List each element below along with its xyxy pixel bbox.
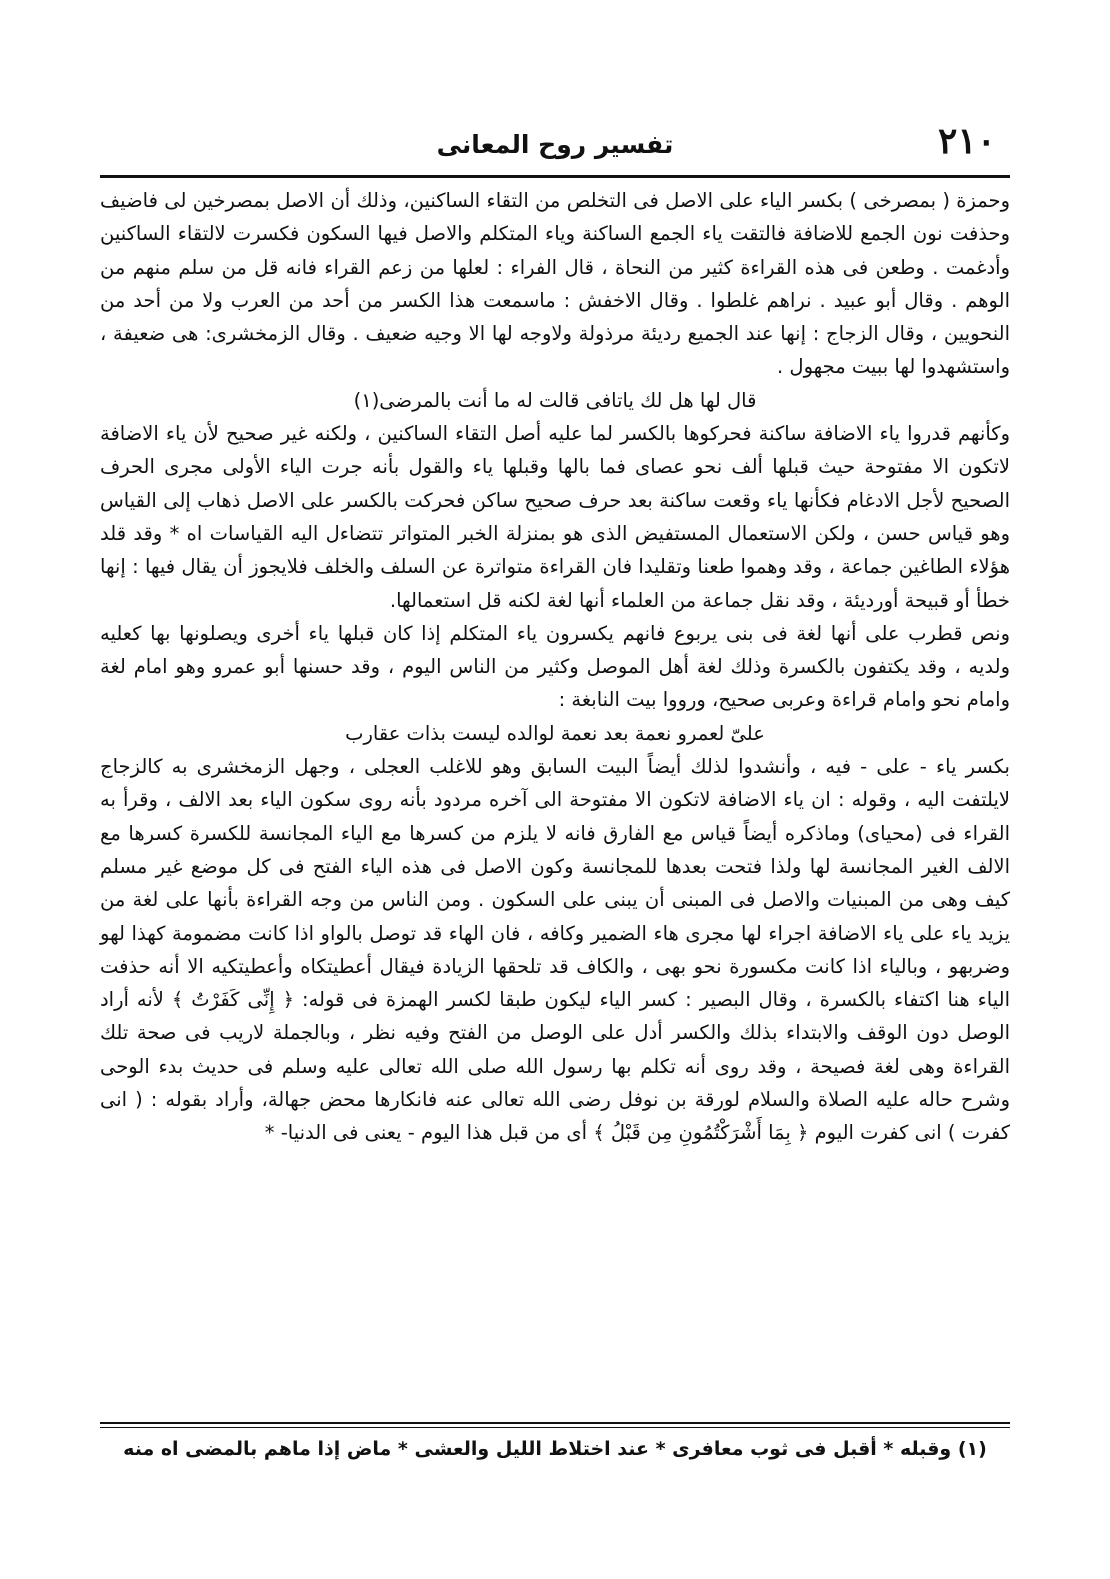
paragraph-qutrub: ونص قطرب على أنها لغة فى بنى يربوع فانهم يكسرون ياء المتكلم إذا كان قبلها ياء أخرى ويصلونها بها كعليه ولديه ، وقد يكتفون بالكسرة وذلك لغة أهل الموصل وكثير من الناس اليوم ، وقد حسنها أبو عمرو وهو امام لغة وامام نحو وامام قراءة وعربى صحيح، ورووا بيت النابغة :: [100, 621, 1010, 712]
page-header: [100, 118, 1010, 170]
paragraph-hamza-reading: وحمزة ( بمصرخى ) بكسر الياء على الاصل فى التخلص من التقاء الساكنين، وذلك أن الاصل بمصرخين لى فاضيف وحذفت نون الجمع للاضافة فالتقت ياء الجمع الساكنة وياء المتكلم والاصل فيها السكون فكسرت لالتقاء الساكنين وأدغمت . وطعن فى هذه القراءة كثير من النحاة ، قال الفراء : لعلها من زعم القراء فانه قل من سلم منهم من الوهم . وقال أبو عبيد . نراهم غلطوا . وقال الاخفش : ماسمعت هذا الكسر من أحد من العرب ولا من أحد من النحويين ، وقال الزجاج : إنها عند الجميع رديئة مرذولة ولاوجه لها الا وجيه ضعيف . وقال الزمخشرى: هى ضعيفة ، واستشهدوا لها ببيت مجهول .: [100, 189, 1010, 379]
footnote-divider: [100, 1422, 1010, 1428]
main-text: [100, 184, 1010, 1150]
paragraph-idafa-ya: وكأنهم قدروا ياء الاضافة ساكنة فحركوها بالكسر لما عليه أصل التقاء الساكنين ، ولكنه غير صحيح لأن ياء الاضافة لاتكون الا مفتوحة حيث قبلها ألف نحو عصاى فما بالها وقبلها ياء والقول بأنه جرت الياء الأولى مجرى الحرف الصحيح لأجل الادغام فكأنها ياء وقعت ساكنة بعد حرف صحيح ساكن فحركت بالكسر على الاصل ذهاب إلى القياس وهو قياس حسن ، ولكن الاستعمال المستفيض الذى هو بمنزلة الخبر المتواتر تتضاءل اليه القياسات اه * وقد قلد هؤلاء الطاغين جماعة ، وقد وهموا طعنا وتقليدا فان القراءة متواترة عن السلف والخلف فلايجوز أن يقال فيها : إنها خطأ أو قبيحة أورديئة ، وقد نقل جماعة من العلماء أنها لغة لكنه قل استعمالها.: [100, 422, 1010, 612]
running-title: تفسير روح المعانى: [436, 130, 674, 159]
page-number: ٢١٠: [937, 120, 996, 162]
header-divider: [100, 175, 1010, 178]
verse-line-1: قال لها هل لك ياتافى قالت له ما أنت بالمرضى(١): [353, 388, 757, 412]
footnote: (١) وقبله * أقبل فى ثوب معافرى * عند اختلاط الليل والعشى * ماض إذا ماهم بالمضى اه منه: [123, 1438, 987, 1460]
verse-line-2: علىّ لعمرو نعمة بعد نعمة لوالده ليست بذات عقارب: [345, 721, 765, 745]
paragraph-conclusion: بكسر ياء - على - فيه ، وأنشدوا لذلك أيضاً البيت السابق وهو للاغلب العجلى ، وجهل الزمخشرى به كالزجاج لايلتفت اليه ، وقوله : ان ياء الاضافة لاتكون الا مفتوحة الى آخره مردود بأنه روى سكون الياء بعد الالف ، وقرأ به القراء فى (محياى) وماذكره أيضاً قياس مع الفارق فانه لا يلزم من كسرها مع الياء المجانسة للكسرة كسرها مع الالف الغير المجانسة لها ولذا فتحت بعدها للمجانسة وكون الاصل فى هذه الياء الفتح فى كل موضع غير مسلم كيف وهى من المبنيات والاصل فى المبنى أن يبنى على السكون . ومن الناس من وجه القراءة بأنها على لغة من يزيد ياء على ياء الاضافة اجراء لها مجرى هاء الضمير وكافه ، فان الهاء قد توصل بالواو اذا كانت مضمومة كهذا لهو وضربهو ، وبالياء اذا كانت مكسورة نحو بهى ، والكاف قد تلحقها الزيادة فيقال أعطيتكاه وأعطيتكيه الا أنه حذفت الياء هنا اكتفاء بالكسرة ، وقال البصير : كسر الياء ليكون طبقا لكسر الهمزة فى قوله: ﴿ إِنِّى كَفَرْتُ ﴾ لأنه أراد الوصل دون الوقف والابتداء بذلك والكسر أدل على الوصل من الفتح وفيه نظر ، وبالجملة لاريب فى صحة تلك القراءة وهى لغة فصيحة ، وقد روى أنه تكلم بها رسول الله صلى الله تعالى عليه وسلم فى حديث بدء الوحى وشرح حاله عليه الصلاة والسلام لورقة بن نوفل رضى الله تعالى عنه فانكارها محض جهالة، وأراد بقوله : ( انى كفرت ) انى كفرت اليوم ﴿ بِمَا أَشْرَكْتُمُونِ مِن قَبْلُ ﴾ أى من قبل هذا اليوم - يعنى فى الدنيا- *: [100, 755, 1010, 1145]
